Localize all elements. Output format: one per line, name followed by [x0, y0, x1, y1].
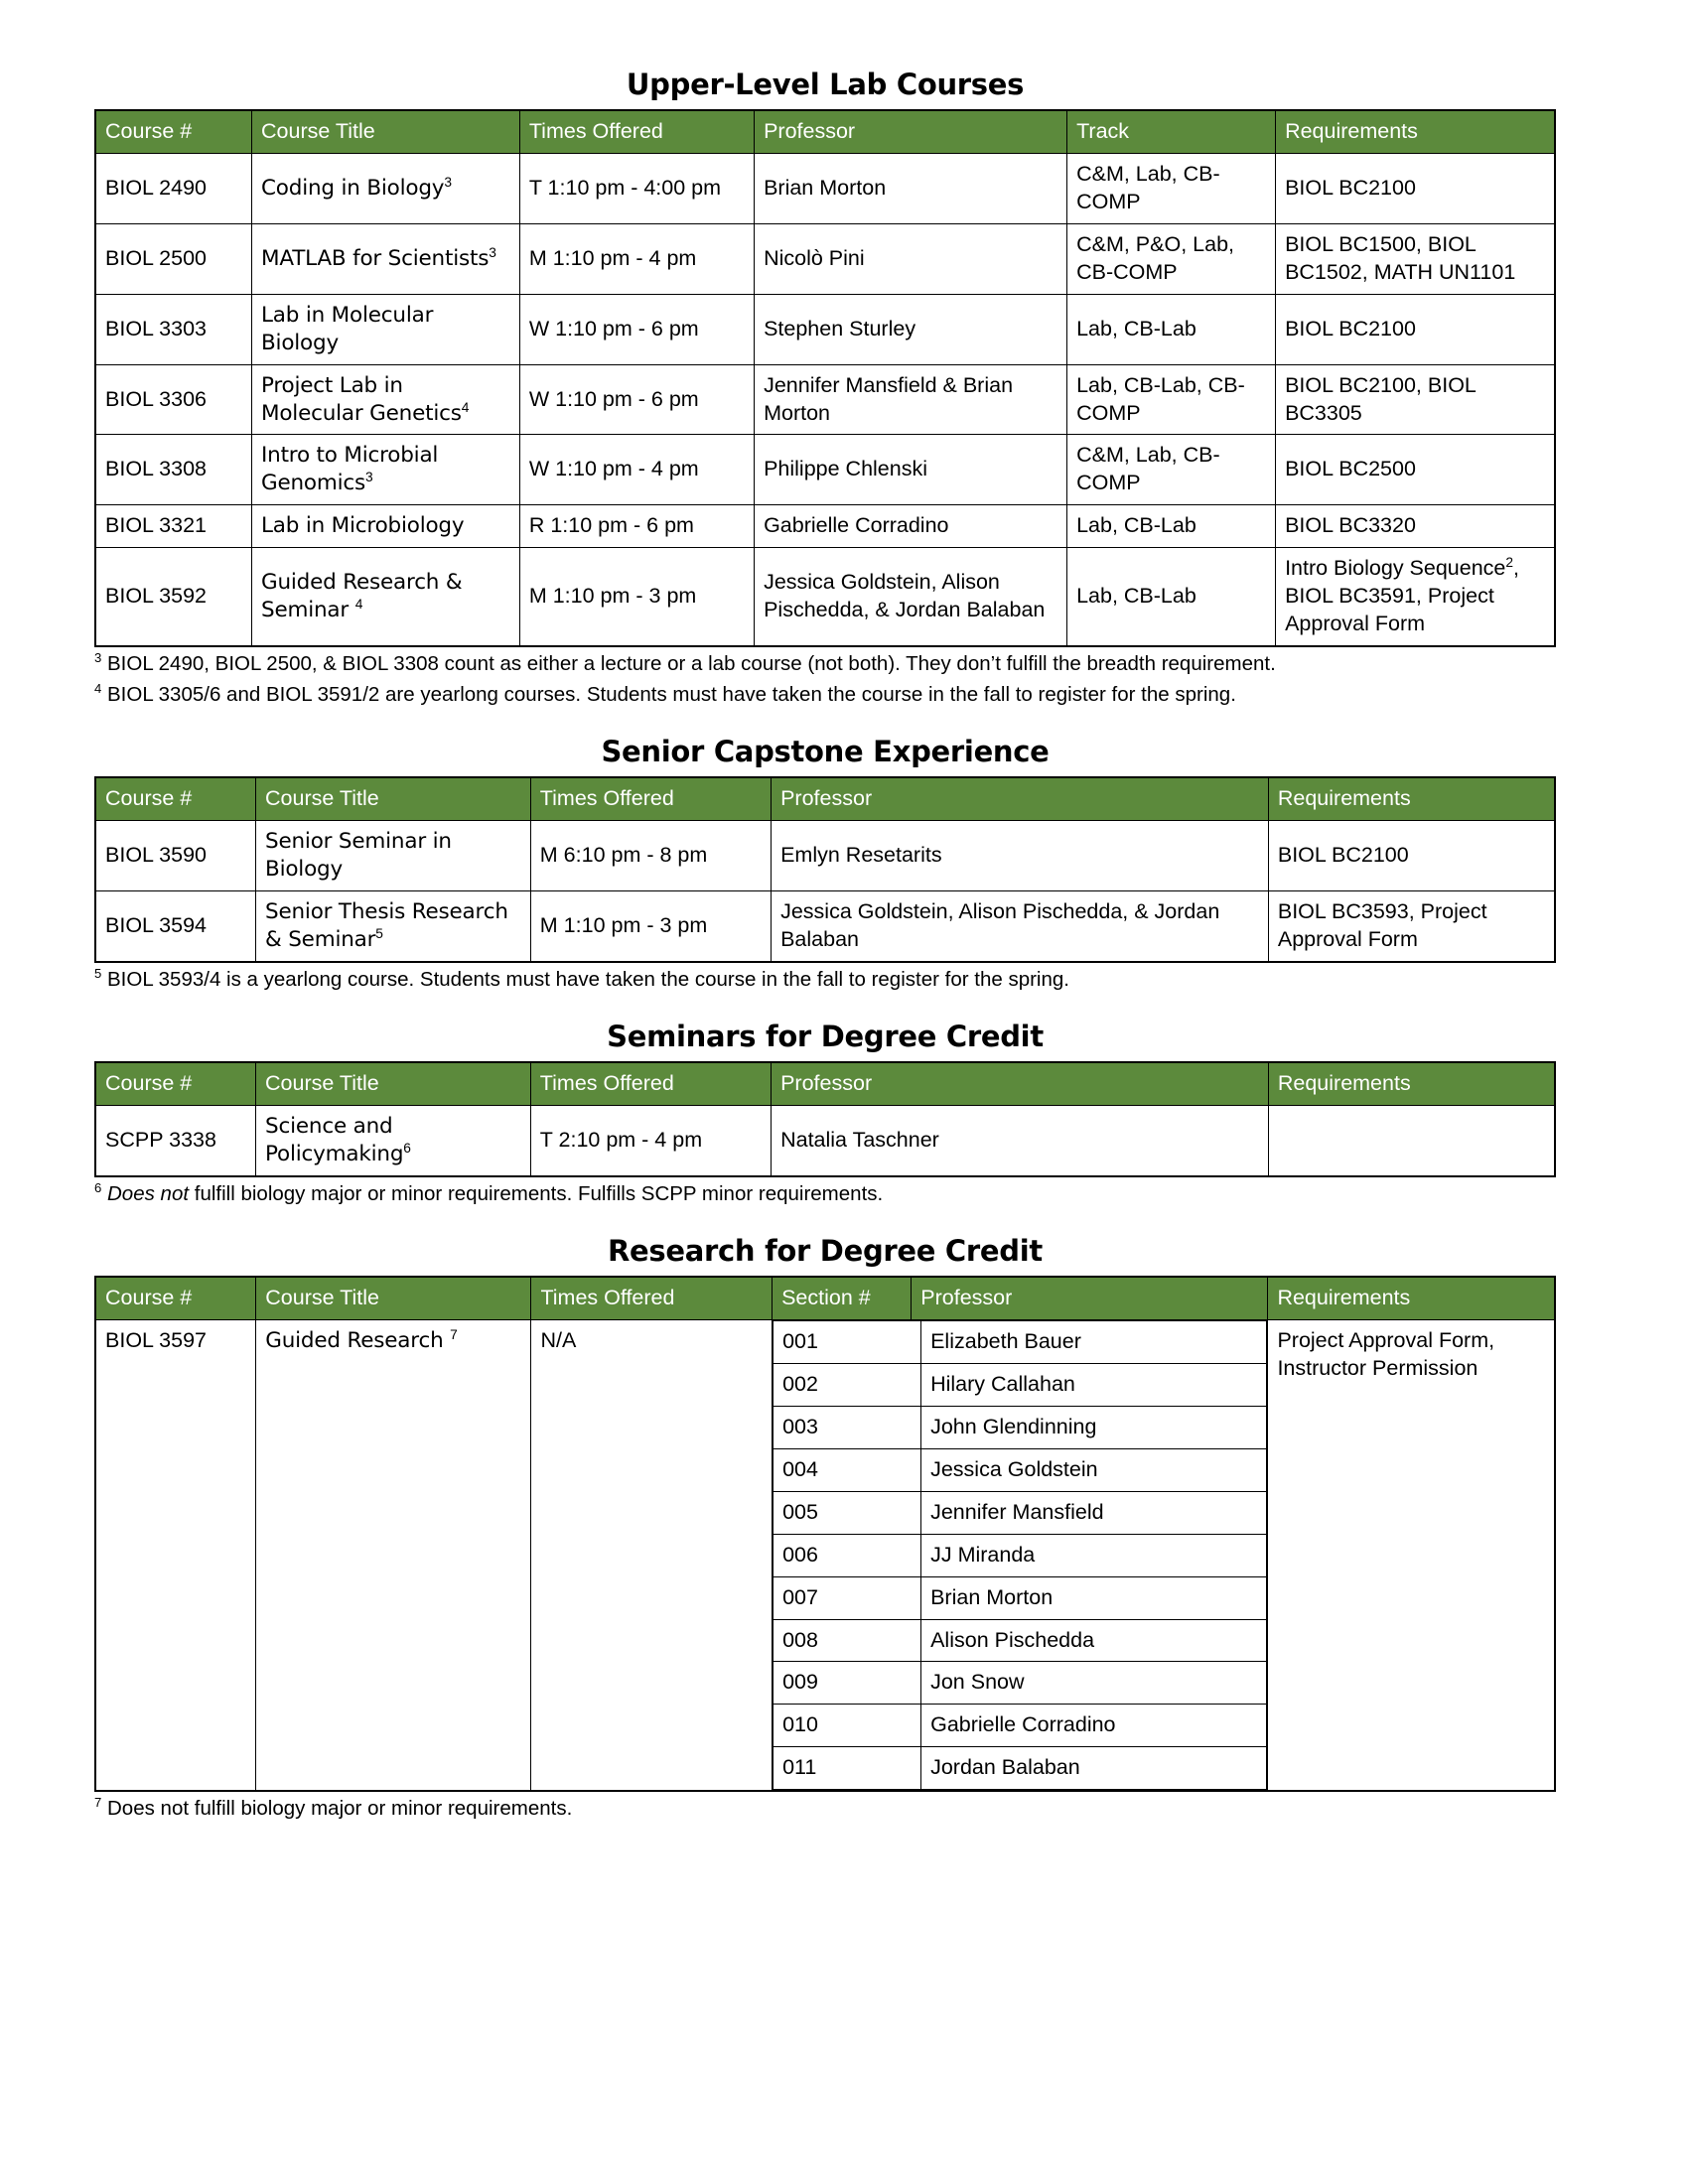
column-header-course-number: Course # [95, 1062, 256, 1105]
column-header-times-offered: Times Offered [519, 110, 754, 153]
cell-requirements: Project Approval Form, Instructor Permission [1268, 1319, 1555, 1791]
cell-professor: Jennifer Mansfield & Brian Morton [755, 364, 1067, 435]
footnote-marker: 3 [94, 650, 102, 666]
cell-professor: Alison Pischedda [921, 1619, 1267, 1662]
cell-section-number: 006 [774, 1534, 921, 1576]
cell-course-number: BIOL 3590 [95, 821, 256, 891]
cell-section-number: 004 [774, 1448, 921, 1491]
cell-professor: Jessica Goldstein [921, 1448, 1267, 1491]
footnote-marker: 4 [354, 597, 363, 612]
column-header-course-number: Course # [95, 1277, 256, 1319]
table-row [95, 435, 1555, 505]
footnote-marker: 6 [94, 1180, 102, 1196]
cell-track: C&M, P&O, Lab, CB-COMP [1067, 223, 1276, 294]
course-title-text: Guided Research & Seminar [261, 570, 463, 623]
table-row [95, 548, 1555, 646]
course-title-text: Intro to Microbial Genomics [261, 443, 439, 496]
footnote-text: Does not fulfill biology major or minor requirements. [107, 1797, 573, 1821]
cell-section-number: 003 [774, 1406, 921, 1448]
table-row [95, 223, 1555, 294]
cell-times-offered: W 1:10 pm - 4 pm [519, 435, 754, 505]
cell-course-title [252, 548, 520, 646]
cell-track: Lab, CB-Lab, CB-COMP [1067, 364, 1276, 435]
table-row [774, 1363, 1267, 1406]
cell-requirements: BIOL BC2100, BIOL BC3305 [1276, 364, 1555, 435]
cell-times-offered: W 1:10 pm - 6 pm [519, 364, 754, 435]
cell-professor: Hilary Callahan [921, 1363, 1267, 1406]
cell-times-offered: M 1:10 pm - 4 pm [519, 223, 754, 294]
cell-requirements: BIOL BC2500 [1276, 435, 1555, 505]
footnote-italic-text: Does not [107, 1181, 190, 1205]
cell-professor: Jon Snow [921, 1662, 1267, 1705]
column-header-professor: Professor [772, 777, 1269, 820]
cell-requirements [1276, 548, 1555, 646]
cell-course-title [256, 1106, 531, 1176]
table-header-row [95, 777, 1555, 820]
cell-section-number: 009 [774, 1662, 921, 1705]
footnote-marker: 7 [450, 1326, 458, 1342]
cell-professor: Brian Morton [755, 153, 1067, 223]
table-row [95, 891, 1555, 962]
cell-professor: Elizabeth Bauer [921, 1320, 1267, 1363]
cell-professor: Jessica Goldstein, Alison Pischedda, & Jordan Balaban [755, 548, 1067, 646]
cell-course-title [252, 223, 520, 294]
cell-requirements: BIOL BC2100 [1268, 821, 1555, 891]
table-research-for-degree-credit [94, 1276, 1556, 1792]
course-title-text: MATLAB for Scientists [261, 245, 490, 271]
cell-professor: Brian Morton [921, 1576, 1267, 1619]
table-row [774, 1406, 1267, 1448]
table-row [95, 1319, 1555, 1791]
cell-course-number: SCPP 3338 [95, 1106, 256, 1176]
column-header-course-title: Course Title [256, 1277, 531, 1319]
table-seminars-for-degree-credit [94, 1061, 1556, 1177]
section-upper-level-lab-courses [94, 68, 1617, 709]
cell-requirements: BIOL BC1500, BIOL BC1502, MATH UN1101 [1276, 223, 1555, 294]
cell-times-offered: M 1:10 pm - 3 pm [519, 548, 754, 646]
column-header-requirements: Requirements [1268, 1277, 1555, 1319]
table-row [774, 1491, 1267, 1534]
cell-section-number: 010 [774, 1705, 921, 1747]
cell-professor: Philippe Chlenski [755, 435, 1067, 505]
cell-professor: Nicolò Pini [755, 223, 1067, 294]
table-sections [773, 1320, 1267, 1790]
footnote-6 [94, 1179, 1556, 1208]
cell-professor: Emlyn Resetarits [772, 821, 1269, 891]
column-header-requirements: Requirements [1268, 777, 1555, 820]
cell-course-number: BIOL 3594 [95, 891, 256, 962]
footnote-marker: 5 [94, 966, 102, 982]
cell-course-title [252, 153, 520, 223]
cell-track: Lab, CB-Lab [1067, 505, 1276, 548]
cell-requirements [1268, 1106, 1555, 1176]
table-row [95, 505, 1555, 548]
table-header-row [95, 1062, 1555, 1105]
cell-professor: Natalia Taschner [772, 1106, 1269, 1176]
cell-times-offered: R 1:10 pm - 6 pm [519, 505, 754, 548]
page-title-research: Research for Degree Credit [608, 1234, 1043, 1268]
table-header-row [95, 110, 1555, 153]
footnote-7 [94, 1794, 1556, 1823]
cell-times-offered: W 1:10 pm - 6 pm [519, 294, 754, 364]
table-row [95, 1106, 1555, 1176]
cell-course-number: BIOL 3597 [95, 1319, 256, 1791]
footnote-marker: 3 [489, 244, 496, 260]
cell-track: C&M, Lab, CB-COMP [1067, 153, 1276, 223]
footnote-text: BIOL 2490, BIOL 2500, & BIOL 3308 count as either a lecture or a lab course (not both). They don’t fulfill the breadth requirement. [107, 652, 1276, 676]
column-header-times-offered: Times Offered [531, 1277, 773, 1319]
cell-section-number: 002 [774, 1363, 921, 1406]
footnote-3 [94, 649, 1556, 678]
page-title-senior-capstone: Senior Capstone Experience [601, 735, 1050, 769]
cell-times-offered: M 1:10 pm - 3 pm [530, 891, 771, 962]
section-research-for-degree-credit [94, 1234, 1617, 1823]
cell-professor: Jessica Goldstein, Alison Pischedda, & Jordan Balaban [772, 891, 1269, 962]
column-header-course-number: Course # [95, 110, 252, 153]
table-upper-level-lab-courses [94, 109, 1556, 647]
footnote-marker: 7 [94, 1795, 102, 1811]
footnote-4 [94, 680, 1556, 709]
cell-professor: Jennifer Mansfield [921, 1491, 1267, 1534]
cell-course-number: BIOL 2500 [95, 223, 252, 294]
table-row [774, 1448, 1267, 1491]
cell-course-title [252, 435, 520, 505]
course-title-text: Coding in Biology [261, 175, 445, 201]
page-title-upper-level-lab: Upper-Level Lab Courses [626, 68, 1025, 101]
cell-sections-list [773, 1319, 1268, 1791]
cell-times-offered: T 1:10 pm - 4:00 pm [519, 153, 754, 223]
footnote-marker: 4 [94, 681, 102, 697]
footnote-marker: 4 [461, 399, 470, 415]
cell-professor: John Glendinning [921, 1406, 1267, 1448]
cell-course-title [256, 821, 531, 891]
cell-track: Lab, CB-Lab [1067, 548, 1276, 646]
table-row [774, 1576, 1267, 1619]
cell-course-title [252, 364, 520, 435]
cell-professor: JJ Miranda [921, 1534, 1267, 1576]
course-title-text: Lab in Microbiology [261, 513, 465, 539]
footnote-marker: 3 [365, 470, 373, 485]
cell-times-offered: T 2:10 pm - 4 pm [530, 1106, 771, 1176]
cell-course-number: BIOL 3306 [95, 364, 252, 435]
footnote-marker: 2 [1505, 555, 1514, 571]
footnote-text: fulfill biology major or minor requirements. Fulfills SCPP minor requirements. [189, 1181, 884, 1205]
cell-course-number: BIOL 3308 [95, 435, 252, 505]
column-header-requirements: Requirements [1276, 110, 1555, 153]
cell-course-title [256, 1319, 531, 1791]
course-title-text: Science and Policymaking [265, 1114, 404, 1166]
course-title-text: Guided Research [265, 1327, 444, 1353]
cell-course-title [256, 891, 531, 962]
column-header-course-title: Course Title [252, 110, 520, 153]
cell-course-number: BIOL 2490 [95, 153, 252, 223]
table-row [774, 1619, 1267, 1662]
spacer [94, 994, 1617, 1020]
course-title-text: Project Lab in Molecular Genetics [261, 372, 462, 426]
footnote-text: BIOL 3305/6 and BIOL 3591/2 are yearlong courses. Students must have taken the course in the fall to register for the spring. [107, 683, 1236, 707]
column-header-times-offered: Times Offered [530, 777, 771, 820]
cell-professor: Stephen Sturley [755, 294, 1067, 364]
footnote-marker: 6 [403, 1140, 411, 1156]
footnote-marker: 5 [375, 925, 383, 941]
table-row [774, 1747, 1267, 1790]
table-row [774, 1534, 1267, 1576]
table-header-row [95, 1277, 1555, 1319]
table-row [95, 153, 1555, 223]
spacer [94, 1208, 1617, 1234]
cell-section-number: 001 [774, 1320, 921, 1363]
cell-section-number: 005 [774, 1491, 921, 1534]
table-row [95, 821, 1555, 891]
cell-requirements: BIOL BC3593, Project Approval Form [1268, 891, 1555, 962]
course-title-text: Lab in Molecular Biology [261, 302, 434, 355]
cell-course-number: BIOL 3592 [95, 548, 252, 646]
section-senior-capstone-experience [94, 735, 1617, 994]
table-row [774, 1320, 1267, 1363]
table-row [774, 1662, 1267, 1705]
course-title-text: Senior Thesis Research & Seminar [265, 899, 508, 953]
cell-requirements: BIOL BC2100 [1276, 153, 1555, 223]
cell-requirements: BIOL BC3320 [1276, 505, 1555, 548]
footnote-marker: 3 [444, 174, 452, 190]
cell-times-offered: M 6:10 pm - 8 pm [530, 821, 771, 891]
course-title-text: Senior Seminar in Biology [265, 829, 452, 883]
column-header-requirements: Requirements [1268, 1062, 1555, 1105]
cell-professor: Gabrielle Corradino [921, 1705, 1267, 1747]
column-header-professor: Professor [755, 110, 1067, 153]
section-seminars-for-degree-credit [94, 1020, 1617, 1208]
column-header-times-offered: Times Offered [530, 1062, 771, 1105]
cell-track: C&M, Lab, CB-COMP [1067, 435, 1276, 505]
cell-course-title [252, 294, 520, 364]
column-header-section-number: Section # [773, 1277, 912, 1319]
cell-times-offered: N/A [531, 1319, 773, 1791]
column-header-professor: Professor [912, 1277, 1268, 1319]
cell-professor: Jordan Balaban [921, 1747, 1267, 1790]
cell-course-number: BIOL 3321 [95, 505, 252, 548]
spacer [94, 709, 1617, 735]
table-row [774, 1705, 1267, 1747]
cell-section-number: 008 [774, 1619, 921, 1662]
column-header-course-number: Course # [95, 777, 256, 820]
footnote-5 [94, 965, 1556, 994]
column-header-course-title: Course Title [256, 777, 531, 820]
page-title-seminars: Seminars for Degree Credit [607, 1020, 1044, 1054]
column-header-track: Track [1067, 110, 1276, 153]
cell-requirements: BIOL BC2100 [1276, 294, 1555, 364]
footnote-text: BIOL 3593/4 is a yearlong course. Students must have taken the course in the fall to register for the spring. [107, 967, 1069, 991]
column-header-professor: Professor [772, 1062, 1269, 1105]
cell-course-number: BIOL 3303 [95, 294, 252, 364]
table-row [95, 294, 1555, 364]
table-row [95, 364, 1555, 435]
cell-section-number: 011 [774, 1747, 921, 1790]
requirements-pre-text: Intro Biology Sequence [1285, 556, 1506, 581]
cell-section-number: 007 [774, 1576, 921, 1619]
cell-professor: Gabrielle Corradino [755, 505, 1067, 548]
column-header-course-title: Course Title [256, 1062, 531, 1105]
cell-course-title [252, 505, 520, 548]
requirements-post-text: , BIOL BC3591, Project Approval Form [1285, 556, 1520, 636]
cell-track: Lab, CB-Lab [1067, 294, 1276, 364]
table-senior-capstone-experience [94, 776, 1556, 963]
